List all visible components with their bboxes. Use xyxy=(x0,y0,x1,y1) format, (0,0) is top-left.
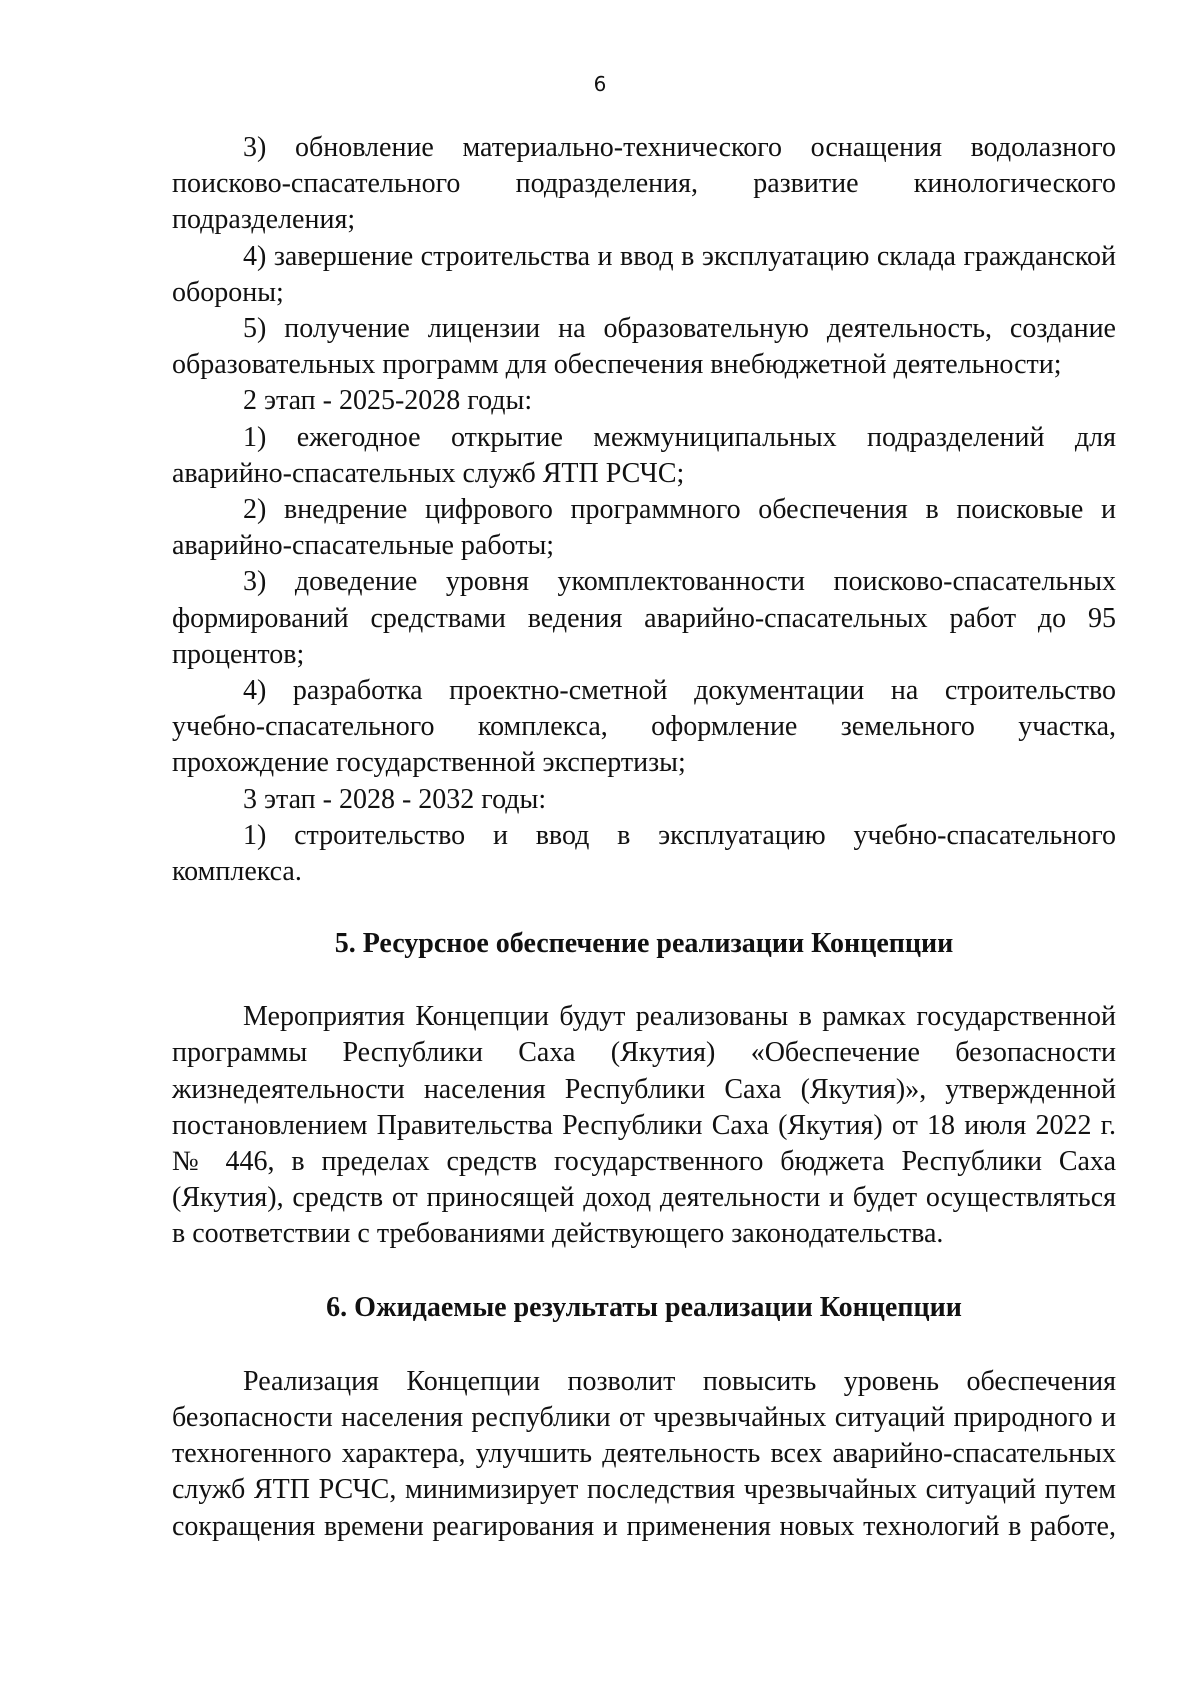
paragraph-stage1-item4: 4) завершение строительства и ввод в эксплуатацию склада гражданской обороны; xyxy=(172,240,1116,308)
paragraph-stage2-item1: 1) ежегодное открытие межмуниципальных подразделений для аварийно-спасательных служб ЯТП РСЧС; xyxy=(172,421,1116,489)
paragraph-stage2-item2: 2) внедрение цифрового программного обеспечения в поисковые и аварийно-спасательные работы; xyxy=(172,494,1116,562)
section-6-paragraph: Реализация Концепции позволит повысить уровень обеспечения безопасности населения республики от чрезвычайных ситуаций природного и техногенного характера, улучшить деятельность всех аварийно-спасательных служб ЯТП РСЧС, минимизирует последствия чрезвычайных ситуаций путем сокращения времени реагирования и применения новых технологий в работе, xyxy=(172,1365,1116,1542)
paragraph-stage1-item5: 5) получение лицензии на образовательную деятельность, создание образовательных программ для обеспечения внебюджетной деятельности; xyxy=(172,313,1116,381)
page-number: 6 xyxy=(593,72,607,96)
section-5-heading: 5. Ресурсное обеспечение реализации Концепции xyxy=(334,928,954,960)
document-body xyxy=(172,130,1116,1545)
paragraph-stage1-item3: 3) обновление материально-технического оснащения водолазного поисково-спасательного подразделения, развитие кинологического подразделения; xyxy=(172,132,1116,236)
paragraph-stage2-title: 2 этап - 2025-2028 годы: xyxy=(243,385,533,417)
section-5-paragraph: Мероприятия Концепции будут реализованы в рамках государственной программы Республики Саха (Якутия) «Обеспечение безопасности жизнедеятельности населения Республики Саха (Якутия)», утвержденной постановлением Правительства Республики Саха (Якутия) от 18 июля 2022 г. № 446, в пределах средств государственного бюджета Республики Саха (Якутия), средств от приносящей доход деятельности и будет осуществляться в соответствии с требованиями действующего законодательства. xyxy=(172,1001,1116,1250)
paragraph-stage3-item1: 1) строительство и ввод в эксплуатацию учебно-спасательного комплекса. xyxy=(172,819,1116,888)
paragraph-stage2-item4: 4) разработка проектно-сметной документации на строительство учебно-спасательного комплекса, оформление земельного участка, прохождение государственной экспертизы; xyxy=(172,675,1116,779)
paragraph-stage2-item3: 3) доведение уровня укомплектованности поисково-спасательных формирований средствами ведения аварийно-спасательных работ до 95 процентов; xyxy=(172,566,1116,670)
section-6-heading: 6. Ожидаемые результаты реализации Концепции xyxy=(326,1291,962,1323)
paragraph-stage3-title: 3 этап - 2028 - 2032 годы: xyxy=(243,783,547,815)
